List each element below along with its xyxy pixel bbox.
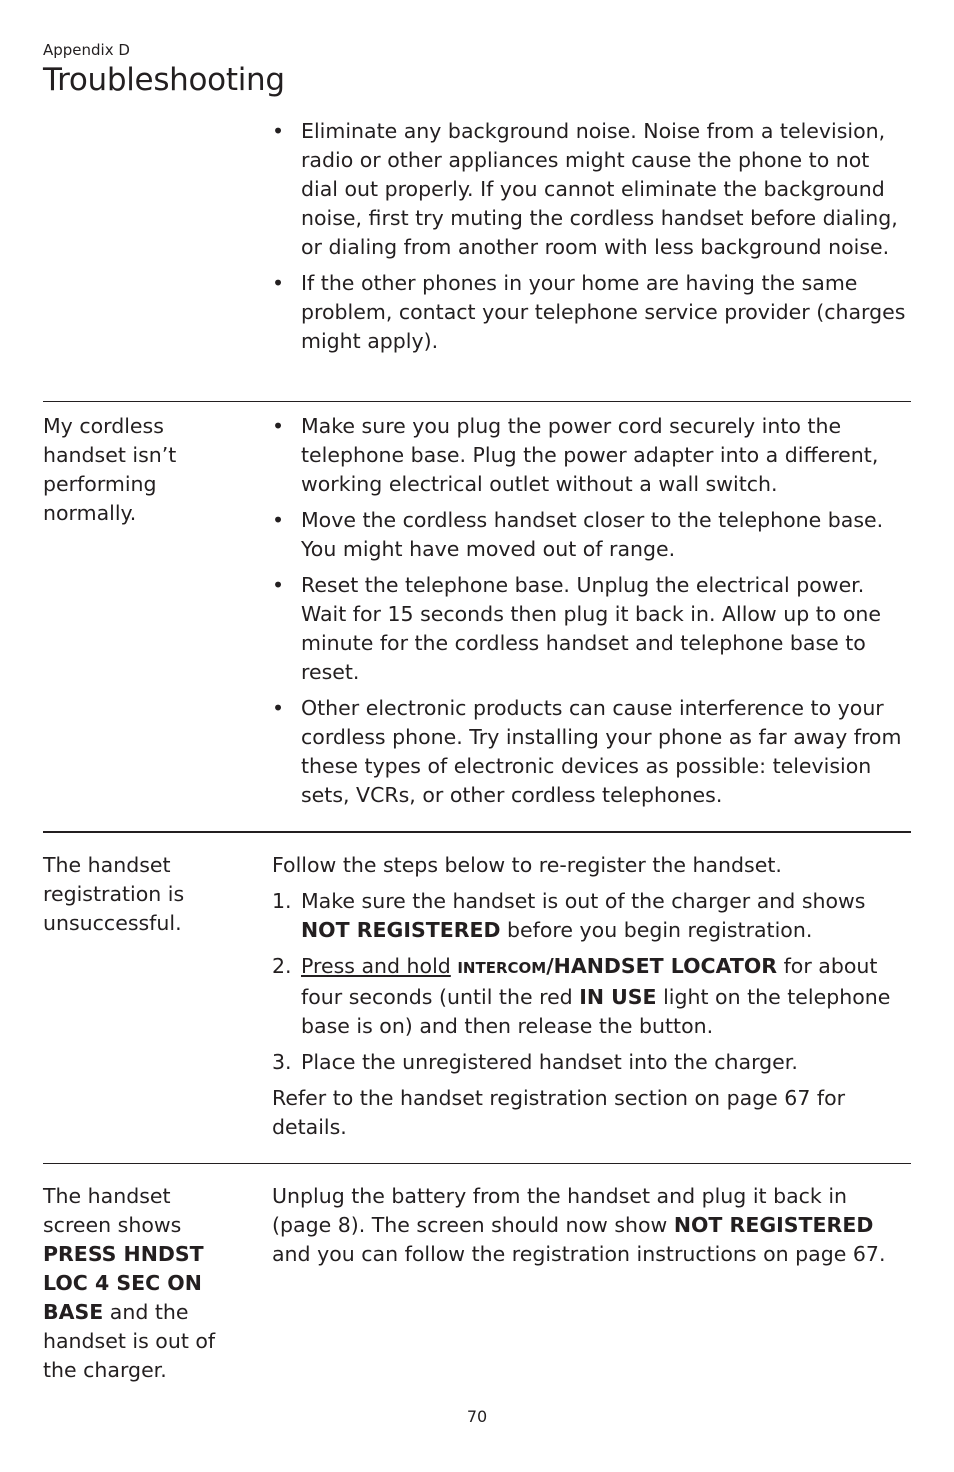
solution-cell bbox=[272, 412, 912, 817]
step-item bbox=[272, 952, 912, 1041]
step-number: 1. bbox=[272, 889, 292, 913]
row-divider bbox=[43, 401, 911, 402]
step-number: 2. bbox=[272, 954, 292, 978]
list-item-text: Other electronic products can cause interference to your cordless phone. Try installing your phone as far away from these types of electronic devices as possible: television sets, VCRs, or other cordless telephones. bbox=[301, 696, 902, 807]
step-text: light on the telephone base is on) and then release the button. bbox=[301, 985, 891, 1038]
bullet-marker: • bbox=[272, 271, 285, 295]
list-item-text: If the other phones in your home are having the same problem, contact your telephone service provider (charges might apply). bbox=[301, 271, 906, 353]
step-item bbox=[272, 887, 912, 945]
key-name-handset-locator: /HANDSET LOCATOR bbox=[546, 954, 778, 978]
solution-cell bbox=[272, 1182, 912, 1269]
bullet-marker: • bbox=[272, 414, 285, 438]
row-divider bbox=[43, 831, 911, 833]
appendix-label: Appendix D bbox=[43, 41, 130, 59]
problem-cell: My cordless handset isn’t performing normally. bbox=[43, 414, 177, 525]
screen-message-text: PRESS HNDST LOC 4 SEC ON BASE bbox=[43, 1242, 204, 1324]
problem-cell bbox=[43, 1182, 243, 1385]
list-item bbox=[272, 694, 912, 810]
problem-text: The handset screen shows bbox=[43, 1184, 182, 1237]
list-item bbox=[272, 506, 912, 564]
list-item-text: Eliminate any background noise. Noise from a television, radio or other appliances might cause the phone to not dial out properly. If you cannot eliminate the background noise, first try muting the cordless handset before dialing, or dialing from another room with less background noise. bbox=[301, 119, 898, 259]
status-text-not-registered: NOT REGISTERED bbox=[301, 918, 501, 942]
row-divider bbox=[43, 1163, 911, 1164]
step-number: 3. bbox=[272, 1050, 292, 1074]
step-text: Place the unregistered handset into the charger. bbox=[301, 1050, 798, 1074]
page-number: 70 bbox=[466, 1407, 488, 1426]
step-text: Make sure the handset is out of the charger and shows bbox=[301, 889, 866, 913]
list-item bbox=[272, 412, 912, 499]
intro-text: Follow the steps below to re-register the handset. bbox=[272, 853, 782, 877]
bullet-marker: • bbox=[272, 573, 285, 597]
step-text: for about four seconds (until the red bbox=[301, 954, 878, 1009]
step-item bbox=[272, 1048, 912, 1077]
solution-text: and you can follow the registration instructions on page 67. bbox=[272, 1242, 886, 1266]
solution-cell bbox=[272, 117, 912, 363]
list-item bbox=[272, 571, 912, 687]
bullet-marker: • bbox=[272, 119, 285, 143]
list-item-text: Reset the telephone base. Unplug the electrical power. Wait for 15 seconds then plug it back in. Allow up to one minute for the cordless handset and telephone base to reset. bbox=[301, 573, 881, 684]
status-text-not-registered: NOT REGISTERED bbox=[673, 1213, 874, 1237]
light-name-in-use: IN USE bbox=[579, 985, 657, 1009]
step-text: before you begin registration. bbox=[500, 918, 813, 942]
bullet-marker: • bbox=[272, 508, 285, 532]
solution-text: Unplug the battery from the handset and plug it back in (page 8). The screen should now show bbox=[272, 1184, 848, 1237]
key-name-intercom: INTERCOM bbox=[457, 959, 547, 977]
bullet-marker: • bbox=[272, 696, 285, 720]
outro-text: Refer to the handset registration section on page 67 for details. bbox=[272, 1086, 846, 1139]
problem-text: and the handset is out of the charger. bbox=[43, 1300, 216, 1382]
list-item-text: Make sure you plug the power cord securely into the telephone base. Plug the power adapter into a different, working electrical outlet without a wall switch. bbox=[301, 414, 879, 496]
solution-cell bbox=[272, 851, 912, 1149]
step-text-underlined: Press and hold bbox=[301, 954, 451, 978]
list-item bbox=[272, 269, 912, 356]
list-item-text: Move the cordless handset closer to the telephone base. You might have moved out of range. bbox=[301, 508, 884, 561]
list-item bbox=[272, 117, 912, 262]
page-title: Troubleshooting bbox=[43, 62, 285, 98]
problem-cell: The handset registration is unsuccessful. bbox=[43, 853, 185, 935]
